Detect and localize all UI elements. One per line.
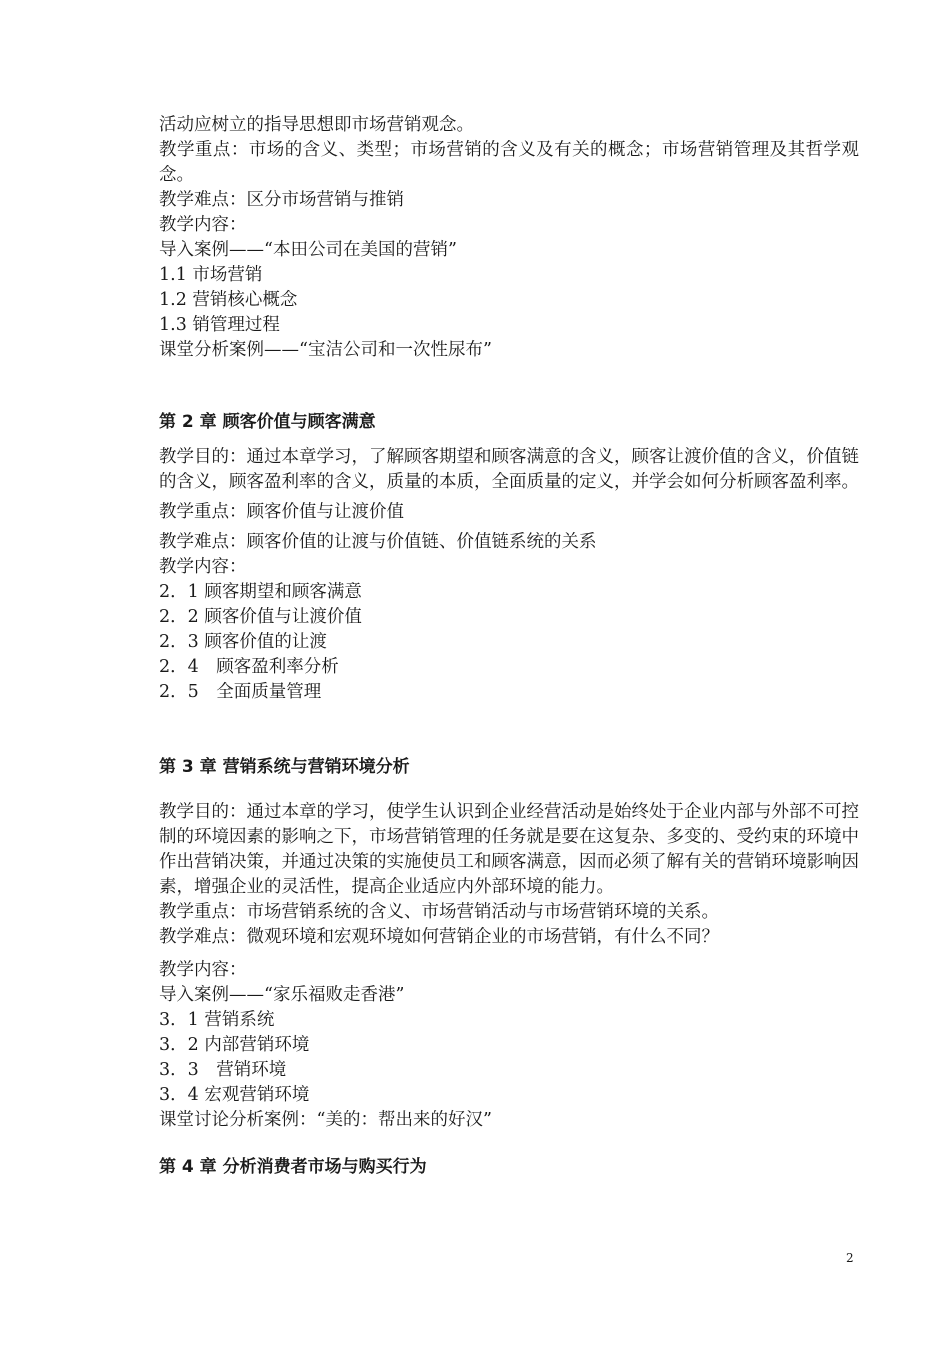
page-number: 2	[846, 1251, 854, 1265]
section-item: 2．2 顾客价值与让渡价值	[159, 607, 362, 627]
section-item: 3．2 内部营销环境	[159, 1035, 310, 1055]
chapter-heading: 第 3 章 营销系统与营销环境分析	[159, 757, 410, 777]
difficulties-ch2: 教学难点：顾客价值的让渡与价值链、价值链系统的关系	[159, 532, 597, 552]
difficulties-ch3: 教学难点：微观环境和宏观环境如何营销企业的市场营销，有什么不同？	[159, 927, 719, 947]
section-item: 2．5 全面质量管理	[159, 682, 322, 702]
chapter2-section	[159, 410, 859, 705]
chapter-heading: 第 2 章 顾客价值与顾客满意	[159, 412, 376, 432]
section-item: 2．4 顾客盈利率分析	[159, 657, 339, 677]
chapter4-section	[159, 1155, 859, 1180]
content-label-ch2: 教学内容：	[159, 557, 247, 577]
document-page	[159, 113, 859, 1180]
class-case-ch1: 课堂分析案例——“宝洁公司和一次性尿布”	[159, 340, 492, 360]
key-points-ch2: 教学重点：顾客价值与让渡价值	[159, 502, 404, 522]
chapter-heading: 第 4 章 分析消费者市场与购买行为	[159, 1157, 427, 1177]
key-points-ch1: 教学重点：市场的含义、类型；市场营销的含义及有关的概念；市场营销管理及其哲学观念。	[159, 140, 859, 185]
chapter1-continuation	[159, 113, 859, 363]
text-line: 活动应树立的指导思想即市场营销观念。	[159, 115, 474, 135]
section-item: 1.1 市场营销	[159, 265, 263, 285]
intro-case-ch1: 导入案例——“本田公司在美国的营销”	[159, 240, 457, 260]
difficulties-ch1: 教学难点：区分市场营销与推销	[159, 190, 404, 210]
intro-case-ch3: 导入案例——“家乐福败走香港”	[159, 985, 405, 1005]
section-item: 3．1 营销系统	[159, 1010, 275, 1030]
section-item: 1.2 营销核心概念	[159, 290, 298, 310]
objective-ch3: 教学目的：通过本章的学习，使学生认识到企业经营活动是始终处于企业内部与外部不可控制的环境因素的影响之下，市场营销管理的任务就是要在这复杂、多变的、受约束的环境中作出营销决策，并通过决策的实施使员工和顾客满意，因而必须了解有关的营销环境影响因素，增强企业的灵活性，提高企业适应内外部环境的能力。	[159, 802, 859, 897]
discussion-case-ch3: 课堂讨论分析案例：“美的：帮出来的好汉”	[159, 1110, 492, 1130]
chapter3-section	[159, 755, 859, 1133]
key-points-ch3: 教学重点：市场营销系统的含义、市场营销活动与市场营销环境的关系。	[159, 902, 719, 922]
section-item: 3．3 营销环境	[159, 1060, 287, 1080]
objective-ch2: 教学目的：通过本章学习，了解顾客期望和顾客满意的含义，顾客让渡价值的含义，价值链的含义，顾客盈利率的含义，质量的本质，全面质量的定义，并学会如何分析顾客盈利率。	[159, 447, 859, 492]
content-label-ch3: 教学内容：	[159, 960, 247, 980]
section-item: 3．4 宏观营销环境	[159, 1085, 310, 1105]
section-item: 2．1 顾客期望和顾客满意	[159, 582, 362, 602]
section-item: 1.3 销管理过程	[159, 315, 280, 335]
section-item: 2．3 顾客价值的让渡	[159, 632, 327, 652]
content-label-ch1: 教学内容：	[159, 215, 247, 235]
